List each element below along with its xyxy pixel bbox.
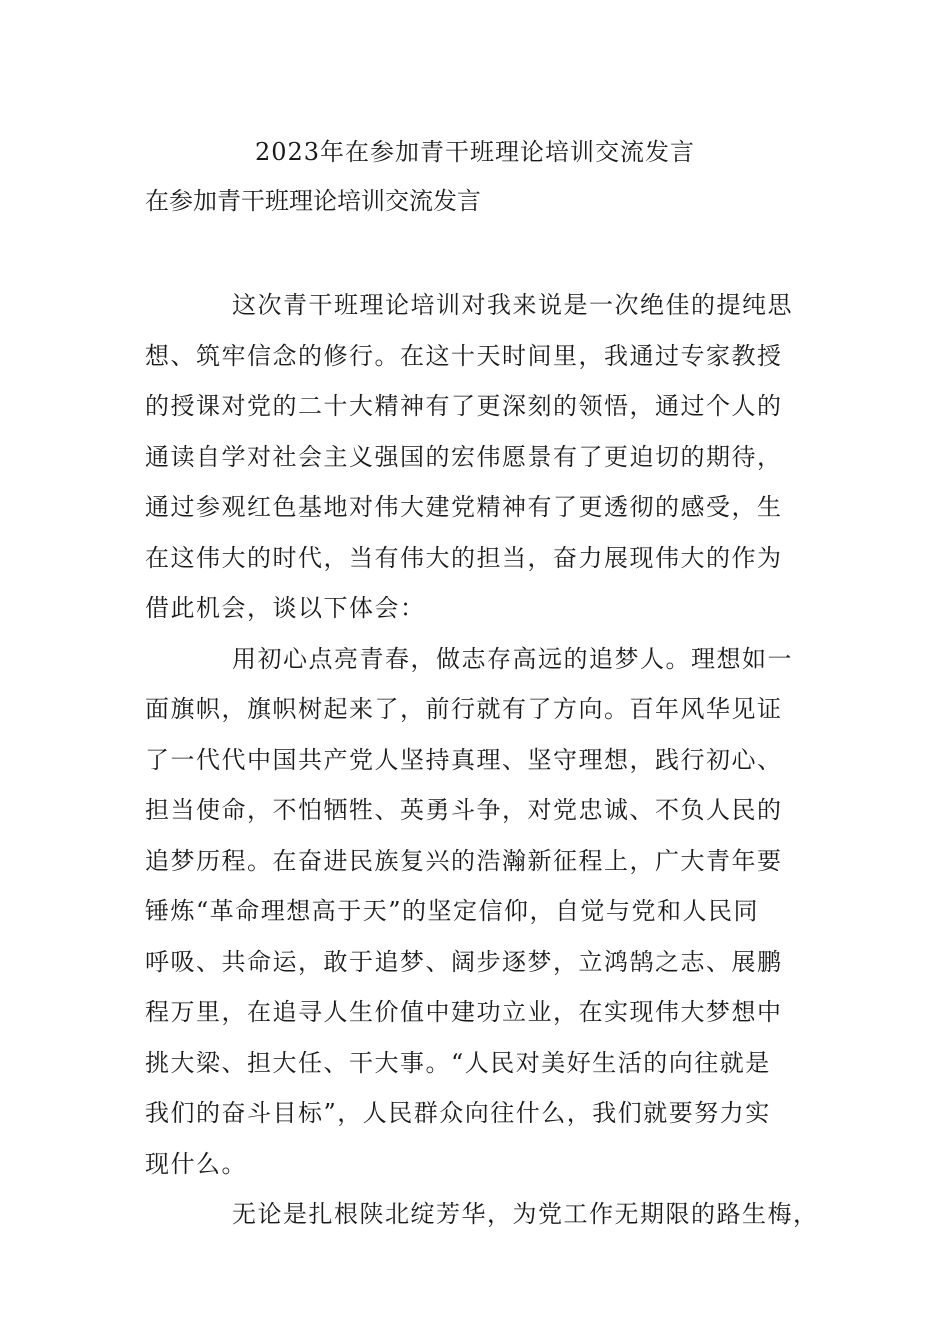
- paragraph-2-line-10: 我们的奋斗目标”，人民群众向往什么，我们就要努力实: [145, 1099, 771, 1127]
- paragraph-2-line-7: 呼吸、共命运，敢于追梦、阔步逐梦，立鸿鹄之志、展鹏: [145, 947, 783, 976]
- paragraph-2-line-4: 担当使命，不怕牺牲、英勇斗争，对党忠诚、不负人民的: [145, 796, 783, 824]
- paragraph-2-line-8: 程万里，在追寻人生价值中建功立业，在实现伟大梦想中: [145, 998, 783, 1026]
- document-body: [145, 280, 825, 1240]
- paragraph-2-line-6: 锤炼“革命理想高于天”的坚定信仰，自觉与党和人民同: [145, 897, 760, 925]
- paragraph-1-line-5: 通过参观红色基地对伟大建党精神有了更透彻的感受，生: [145, 493, 783, 521]
- paragraph-2-line-3: 了一代代中国共产党人坚持真理、坚守理想，践行初心、: [145, 745, 783, 774]
- document-subtitle: 在参加青干班理论培训交流发言: [145, 187, 481, 215]
- paragraph-1-line-4: 通读自学对社会主义强国的宏伟愿景有了更迫切的期待，: [145, 442, 783, 471]
- paragraph-3-line-1: 无论是扎根陕北绽芳华，为党工作无期限的路生梅，: [232, 1200, 819, 1228]
- paragraph-1-line-7: 借此机会，谈以下体会：: [145, 594, 426, 622]
- paragraph-2-line-9: 挑大梁、担大任、干大事。“人民对美好生活的向往就是: [145, 1048, 771, 1077]
- paragraph-1-line-6: 在这伟大的时代，当有伟大的担当，奋力展现伟大的作为: [145, 543, 783, 572]
- document-title: 2023年在参加青干班理论培训交流发言: [254, 138, 696, 166]
- paragraph-1-line-1: 这次青干班理论培训对我来说是一次绝佳的提纯思: [232, 291, 793, 319]
- paragraph-1-line-3: 的授课对党的二十大精神有了更深刻的领悟，通过个人的: [145, 392, 783, 420]
- paragraph-2-line-1: 用初心点亮青春，做志存高远的追梦人。理想如一: [232, 644, 793, 673]
- paragraph-2-line-5: 追梦历程。在奋进民族复兴的浩瀚新征程上，广大青年要: [145, 846, 783, 875]
- paragraph-2-line-2: 面旗帜，旗帜树起来了，前行就有了方向。百年风华见证: [145, 695, 783, 723]
- paragraph-2-line-11: 现什么。: [145, 1149, 247, 1178]
- paragraph-1-line-2: 想、筑牢信念的修行。在这十天时间里，我通过专家教授: [145, 341, 783, 370]
